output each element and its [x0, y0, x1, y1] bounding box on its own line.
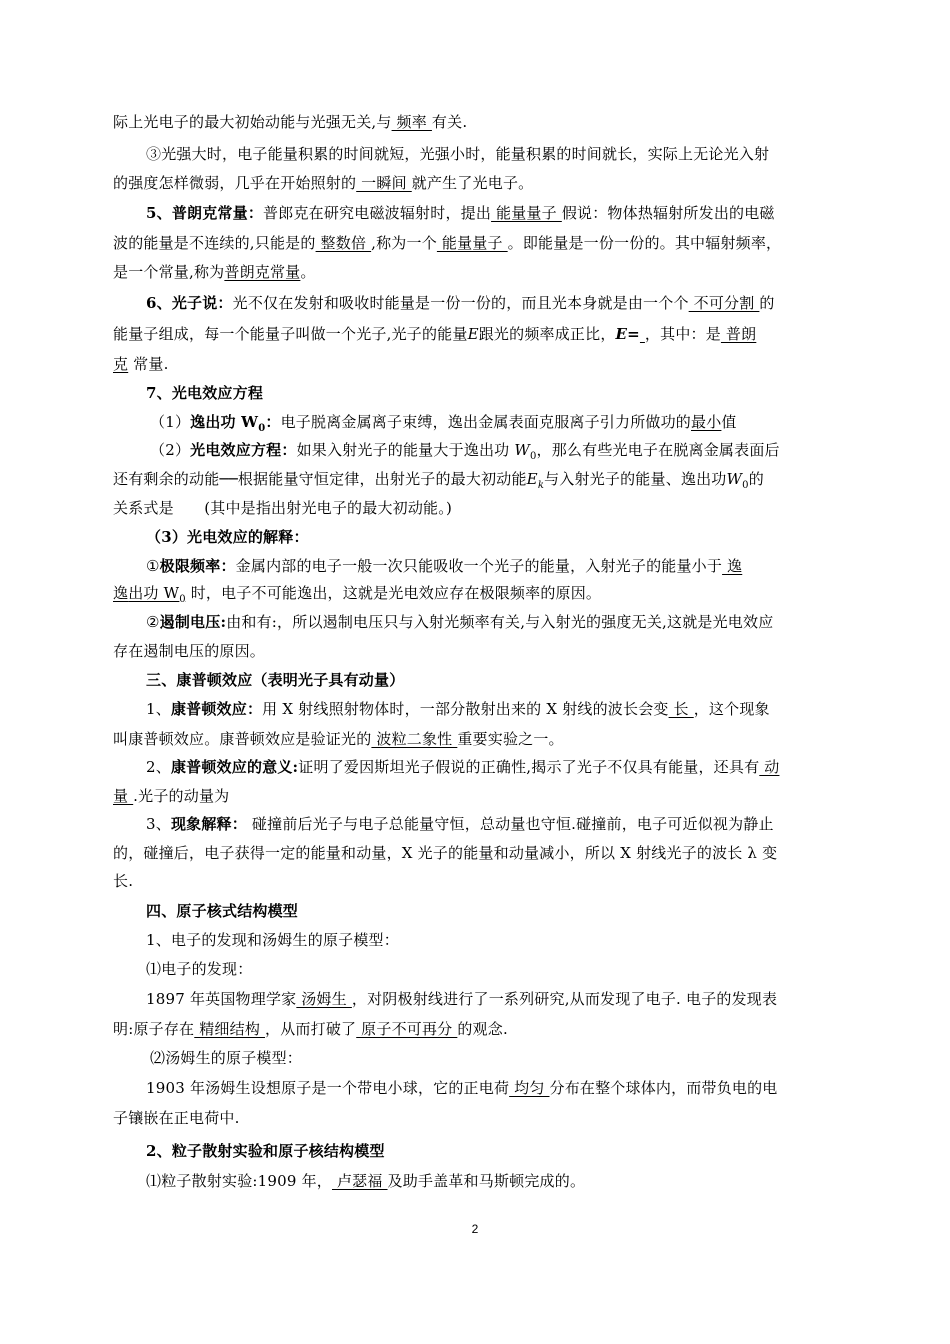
section-heading: 三、康普顿效应（表明光子具有动量）	[146, 671, 405, 689]
text-line: 6、光子说：光不仅在发射和吸收时能量是一份一份的，而且光本身就是由一个个 不可分割 的	[146, 294, 775, 312]
text-line: 逸出功 $W_0$ 时，电子不可能逸出，这就是光电效应存在极限频率的原因。	[113, 584, 602, 605]
text-line: 际上光电子的最大初始动能与光强无关,与 频率 有关.	[113, 113, 468, 131]
answer-blank: 能量量子	[491, 204, 562, 222]
answer-blank: 克	[113, 355, 129, 373]
answer-blank: 卢瑟福	[332, 1172, 388, 1190]
text-line: 量 .光子的动量为	[113, 787, 230, 805]
text-line: 长.	[113, 872, 134, 890]
text-line: 的，碰撞后，电子获得一定的能量和动量，X 光子的能量和动量减小，所以 X 射线光子的波长 λ 变	[113, 844, 778, 862]
answer-blank: 能量量子	[436, 234, 508, 252]
answer-blank: 逸出功 $W_0$	[113, 584, 186, 605]
text-line: 克 常量.	[113, 355, 169, 373]
text-line: 还有剩余的动能──根据能量守恒定律，出射光子的最大初动能$E_k$与入射光子的能量、逸出功$W_0$的	[113, 470, 764, 491]
section-heading: 四、原子核式结构模型	[146, 902, 299, 920]
text-line: 是一个常量,称为普朗克常量。	[113, 263, 316, 281]
section-heading: 7、光电效应方程	[146, 384, 264, 402]
text-line: 5、普朗克常量：普郎克在研究电磁波辐射时，提出 能量量子 假说：物体热辐射所发出的电磁	[146, 204, 775, 222]
section-heading: 2、粒子散射实验和原子核结构模型	[146, 1142, 385, 1160]
answer-blank: 量	[113, 787, 134, 805]
answer-blank: 逸	[722, 557, 743, 575]
section-heading: 6、光子说：	[146, 294, 233, 312]
answer-blank: 精细结构	[194, 1020, 266, 1038]
text-line: 波的能量是不连续的,只能是的 整数倍 ,称为一个 能量量子 。即能量是一份一份的。其中辐射频率，	[113, 234, 782, 252]
text-line: 1897 年英国物理学家 汤姆生 ，对阴极射线进行了一系列研究,从而发现了电子. 电子的发现表	[146, 990, 778, 1008]
text-line: 存在遏制电压的原因。	[113, 642, 266, 660]
text-line: 1903 年汤姆生设想原子是一个带电小球，它的正电荷 均匀 分布在整个球体内，而带负电的电	[146, 1079, 778, 1097]
text-line: 关系式是 (其中是指出射光电子的最大初动能。)	[113, 499, 453, 517]
section-heading: （3）光电效应的解释：	[146, 528, 309, 546]
text-line: 明:原子存在 精细结构 ，从而打破了 原子不可再分 的观念.	[113, 1020, 508, 1038]
text-line: 2、康普顿效应的意义:证明了爱因斯坦光子假说的正确性,揭示了光子不仅具有能量，还具有 动	[146, 758, 780, 776]
text-line: ②遏制电压:由和有:，所以遏制电压只与入射光频率有关,与入射光的强度无关,这就是光电效应	[146, 613, 774, 631]
answer-blank: 长	[668, 700, 694, 718]
text-line: 1、康普顿效应：用 X 射线照射物体时，一部分散射出来的 X 射线的波长会变 长 ，这个现象	[146, 700, 770, 718]
answer-blank: 最小	[691, 413, 722, 431]
answer-blank: 动	[759, 758, 780, 776]
text-line: 子镶嵌在正电荷中.	[113, 1109, 240, 1127]
section-heading: 5、普朗克常量：	[146, 204, 264, 222]
answer-blank: 一瞬间	[356, 174, 412, 192]
text-line: （1）逸出功 $W_0$：电子脱离金属离子束缚，逸出金属表面克服离子引力所做功的最小值	[150, 413, 737, 434]
text-line: ①极限频率：金属内部的电子一般一次只能吸收一个光子的能量，入射光子的能量小于 逸	[146, 557, 743, 575]
answer-blank: 波粒二象性	[371, 730, 458, 748]
answer-blank: 频率	[391, 113, 432, 131]
answer-blank: 普朗克常量	[224, 263, 301, 281]
text-line: 的强度怎样微弱，几乎在开始照射的 一瞬间 就产生了光电子。	[113, 174, 534, 192]
text-line: 3、现象解释： 碰撞前后光子与电子总能量守恒，总动量也守恒.碰撞前，电子可近似视为静止	[146, 815, 774, 833]
text-line: ⑴粒子散射实验:1909 年， 卢瑟福 及助手盖革和马斯顿完成的。	[146, 1172, 586, 1190]
answer-blank: 普朗	[720, 325, 757, 343]
text-line: 能量子组成，每一个能量子叫做一个光子,光子的能量E跟光的频率成正比，E= ，其中：是 普朗	[113, 325, 757, 343]
answer-blank: 不可分割	[688, 294, 760, 312]
page-number: 2	[471, 1222, 479, 1236]
text-line: 1、电子的发现和汤姆生的原子模型：	[146, 931, 399, 949]
answer-blank: 均匀	[509, 1079, 550, 1097]
text-line: （2）光电效应方程：如果入射光子的能量大于逸出功 $W_0$，那么有些光电子在脱离金属表面后	[150, 441, 780, 462]
text-line: ③光强大时，电子能量积累的时间就短，光强小时，能量积累的时间就长，实际上无论光入射	[146, 145, 770, 163]
answer-blank: 整数倍	[315, 234, 372, 252]
text-line: ⑴电子的发现：	[146, 960, 253, 978]
text-line: 叫康普顿效应。康普顿效应是验证光的 波粒二象性 重要实验之一。	[113, 730, 564, 748]
text-line: ⑵汤姆生的原子模型：	[150, 1049, 303, 1067]
answer-blank: 原子不可再分	[356, 1020, 458, 1038]
answer-blank: 汤姆生	[296, 990, 352, 1008]
